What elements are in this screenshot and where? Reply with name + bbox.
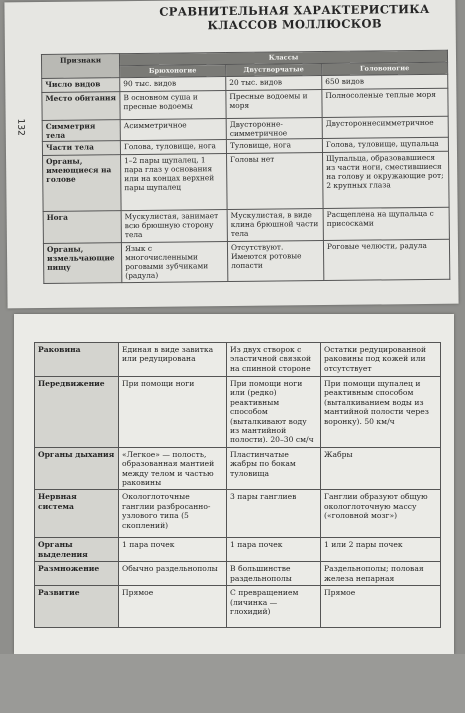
table-cell: 1–2 пары щупалец, 1 пара глаз у основания или на концах верхней пары щупалец bbox=[121, 154, 228, 211]
table-cell: При помощи ноги bbox=[119, 377, 227, 448]
book-page-top bbox=[4, 0, 458, 308]
table-cell: В большинстве раздельнополы bbox=[227, 562, 321, 586]
table-cell: Голова, туловище, нога bbox=[120, 140, 226, 155]
table-cell: 20 тыс. видов bbox=[226, 76, 322, 91]
row-label: Развитие bbox=[35, 586, 119, 628]
row-label: Органы дыхания bbox=[35, 447, 119, 490]
table-cell: Единая в виде завитка или редуцирована bbox=[119, 343, 227, 377]
table-cell: 90 тыс. видов bbox=[120, 77, 226, 92]
table-row bbox=[35, 562, 441, 586]
row-label: Органы выделения bbox=[35, 538, 119, 562]
row-label: Органы, измельчающие пищу bbox=[43, 243, 121, 284]
comparison-table-part-2 bbox=[34, 342, 441, 628]
row-label: Симметрия тела bbox=[42, 120, 120, 142]
table-cell: При помощи ноги или (редко) реактивным способом (выталкивают воду из мантийной полости). 20–30 см/ч bbox=[227, 377, 321, 448]
page-title: СРАВНИТЕЛЬНАЯ ХАРАКТЕРИСТИКА КЛАССОВ МОЛЛЮСКОВ bbox=[159, 1, 430, 33]
table-cell: Из двух створок с эластичной связкой на спинной стороне bbox=[227, 343, 321, 377]
table-cell: Прямое bbox=[119, 586, 227, 628]
row-label: Нога bbox=[43, 211, 121, 244]
row-label: Части тела bbox=[42, 141, 120, 156]
row-label: Раковина bbox=[35, 343, 119, 377]
table-cell: С превращением (личинка — глохидий) bbox=[227, 586, 321, 628]
table-row bbox=[35, 586, 441, 628]
table-row bbox=[35, 377, 441, 448]
row-label: Органы, имеющиеся на голове bbox=[43, 155, 122, 212]
header-features: Признаки bbox=[41, 54, 119, 79]
table-cell: Мускулистая, занимает всю брюшную сторону тела bbox=[121, 210, 227, 243]
row-label: Нервная система bbox=[35, 490, 119, 538]
table-cell: Головы нет bbox=[227, 153, 324, 210]
table-cell: Полносоленые теплые моря bbox=[322, 88, 448, 117]
table-cell: Жабры bbox=[321, 447, 441, 490]
table-cell: Ганглии образуют общую окологлоточную массу («головной мозг») bbox=[321, 490, 441, 538]
table-row bbox=[35, 490, 441, 538]
table-cell: 650 видов bbox=[322, 74, 448, 89]
row-label: Число видов bbox=[42, 78, 120, 93]
table-cell: Туловище, нога bbox=[226, 139, 322, 154]
table-cell: Роговые челюсти, радула bbox=[323, 239, 449, 280]
comparison-table-part-1 bbox=[41, 50, 450, 284]
table-cell: Раздельнополы; половая железа непарная bbox=[321, 562, 441, 586]
table-cell: Двустороннесимметричное bbox=[226, 118, 322, 140]
table-row bbox=[35, 447, 441, 490]
table-cell: Мускулистая, в виде клина брюшной части тела bbox=[227, 209, 323, 242]
row-label: Передвижение bbox=[35, 377, 119, 448]
table-cell: Асимметричное bbox=[120, 119, 226, 141]
table-cell: 1 пара почек bbox=[119, 538, 227, 562]
book-page-bottom bbox=[14, 314, 454, 654]
table-cell: 3 пары ганглиев bbox=[227, 490, 321, 538]
page-number: 132 bbox=[15, 118, 26, 136]
table-cell: Пластинчатые жабры по бокам туловища bbox=[227, 447, 321, 490]
table-cell: Щупальца, образовавшиеся из части ноги, смеcтившиеся на голову и окружающие рот; 2 крупных глаза bbox=[323, 151, 450, 208]
table-cell: Отсутствуют. Имеются ротовые лопасти bbox=[227, 241, 323, 282]
table-cell: Остатки редуцированной раковины под кожей или отсутствует bbox=[321, 343, 441, 377]
table-row bbox=[43, 239, 449, 283]
table-cell: Окологлоточные ганглии разбросанно-узлового типа (5 скоплений) bbox=[119, 490, 227, 538]
table-row bbox=[43, 151, 450, 211]
table-cell: 1 пара почек bbox=[227, 538, 321, 562]
table-row bbox=[35, 343, 441, 377]
table-row bbox=[43, 207, 449, 243]
header-cephalopoda: Головоногие bbox=[322, 62, 448, 75]
header-gastropoda: Брюхоногие bbox=[120, 65, 226, 78]
header-classes: Классы bbox=[119, 50, 447, 65]
table-cell: Язык с многочисленными роговыми зубчиками (радула) bbox=[121, 242, 227, 283]
header-bivalvia: Двустворчатые bbox=[226, 64, 322, 77]
table-cell: Расщеплена на щупальца с присосками bbox=[323, 207, 449, 240]
background-surface bbox=[0, 654, 465, 713]
table-cell: Прямое bbox=[321, 586, 441, 628]
table-cell: В основном суша и пресные водоемы bbox=[120, 91, 226, 120]
table-cell: При помощи щупалец и реактивным способом (выталкиванием воды из мантийной полости через воронку). 50 км/ч bbox=[321, 377, 441, 448]
table-cell: Голова, туловище, щупальца bbox=[322, 137, 448, 152]
table-row bbox=[35, 538, 441, 562]
table-row bbox=[42, 88, 448, 120]
row-label: Место обитания bbox=[42, 92, 120, 121]
table-cell: «Легкое» — полость, образованная мантией между телом и частью раковины bbox=[119, 447, 227, 490]
table-cell: Двустороннесимметричное bbox=[322, 116, 448, 138]
table-cell: 1 или 2 пары почек bbox=[321, 538, 441, 562]
table-cell: Пресные водоемы и моря bbox=[226, 90, 322, 119]
row-label: Размножение bbox=[35, 562, 119, 586]
table-cell: Обычно раздельнополы bbox=[119, 562, 227, 586]
